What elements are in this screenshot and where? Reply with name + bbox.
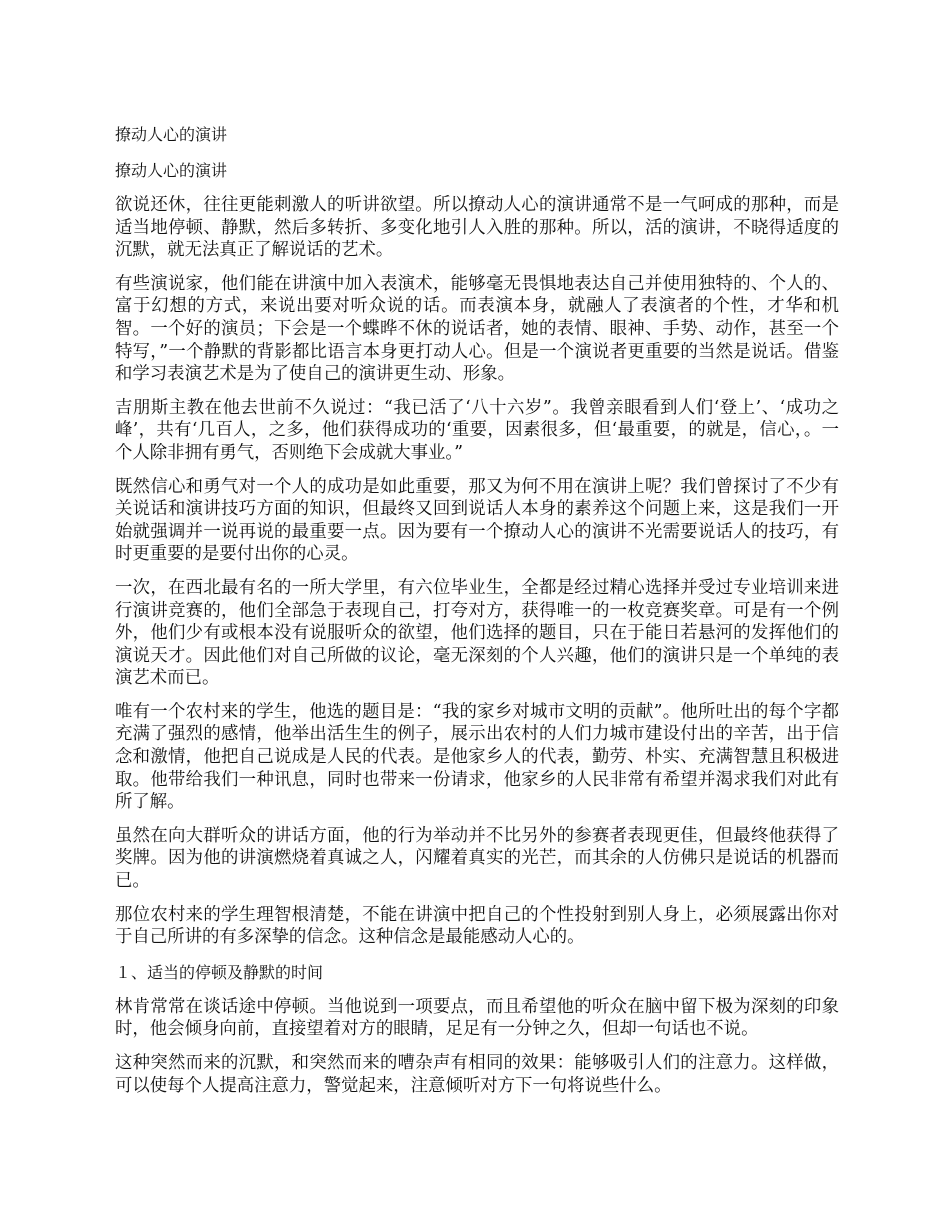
- section-heading: １、适当的停顿及静默的时间: [115, 962, 324, 982]
- paragraph: 吉朋斯主教在他去世前不久说过：“我已活了‘八十六岁”。我曾亲眼看到人们‘登上’、‘成功之峰’，共有‘几百人，之多，他们获得成功的‘重要，因素很多，但‘最重要，的就是，信心，。一个人除非拥有勇气，否则绝下会成就大事业。”: [115, 397, 839, 463]
- paragraph: 虽然在向大群听众的讲话方面，他的行为举动并不比另外的参赛者表现更佳，但最终他获得了奖牌。因为他的讲演燃烧着真诚之人，闪耀着真实的光芒，而其余的人仿佛只是说话的机器而已。: [115, 825, 839, 892]
- paragraph: 这种突然而来的沉默，和突然而来的嘈杂声有相同的效果：能够吸引人们的注意力。这样做，可以使每个人提高注意力，警觉起来，注意倾听对方下一句将说些什么。: [115, 1053, 839, 1096]
- paragraph: 欲说还休，往往更能刺激人的听讲欲望。所以撩动人心的演讲通常不是一气呵成的那种，而是适当地停顿、静默，然后多转折、多变化地引人入胜的那种。所以，活的演讲，不晓得适度的沉默，就无法真正了解说话的艺术。: [115, 195, 839, 261]
- paragraph: 有些演说家，他们能在讲演中加入表演术，能够毫无畏惧地表达自己并使用独特的、个人的、富于幻想的方式，来说出要对听众说的话。而表演本身，就融人了表演者的个性，才华和机智。一个好的演员；下会是一个蝶晔不休的说话者，她的表情、眼神、手势、动作，甚至一个特写，”一个静默的背影都比语言本身更打动人心。但是一个演说者更重要的当然是说话。借鉴和学习表演艺术是为了使自己的演讲更生动、形象。: [115, 273, 839, 385]
- document-subtitle: 撩动人心的演讲: [115, 161, 228, 180]
- paragraph: 唯有一个农村来的学生，他选的题目是：“我的家乡对城市文明的贡献”。他所吐出的每个字都充满了强烈的感情，他举出活生生的例子，展示出农村的人们力城市建设付出的辛苦，出于信念和激情，他把自己说成是人民的代表。是他家乡人的代表，勤劳、朴实、充满智慧且积极进取。他带给我们一种讯息，同时也带来一份请求，他家乡的人民非常有希望并渴求我们对此有所了解。: [115, 701, 839, 813]
- paragraph: 一次，在西北最有名的一所大学里，有六位毕业生，全都是经过精心选择并受过专业培训来进行演讲竞赛的，他们全部急于表现自己，打夸对方，获得唯一的一枚竞赛奖章。可是有一个例外，他们少有或根本没有说服听众的欲望，他们选择的题目，只在于能日若悬河的发挥他们的演说天才。因此他们对自己所做的议论，毫无深刻的个人兴趣，他们的演讲只是一个单纯的表演艺术而已。: [115, 577, 839, 689]
- document-title: 撩动人心的演讲: [115, 125, 228, 144]
- paragraph: 既然信心和勇气对一个人的成功是如此重要，那又为何不用在演讲上呢？我们曾探讨了不少有关说话和演讲技巧方面的知识，但最终又回到说话人本身的素养这个问题上来，这是我们一开始就强调并一说再说的最重要一点。因为要有一个撩动人心的演讲不光需要说话人的技巧，有时更重要的是要付出你的心灵。: [115, 476, 839, 565]
- paragraph: 林肯常常在谈话途中停顿。当他说到一项要点，而且希望他的听众在脑中留下极为深刻的印象时，他会倾身向前，直接望着对方的眼睛，足足有一分钟之久，但却一句话也不说。: [115, 996, 839, 1040]
- paragraph: 那位农村来的学生理智根清楚，不能在讲演中把自己的个性投射到别人身上，必须展露出你对于自己所讲的有多深挚的信念。这种信念是最能感动人心的。: [115, 904, 839, 948]
- document-body: [115, 122, 839, 1108]
